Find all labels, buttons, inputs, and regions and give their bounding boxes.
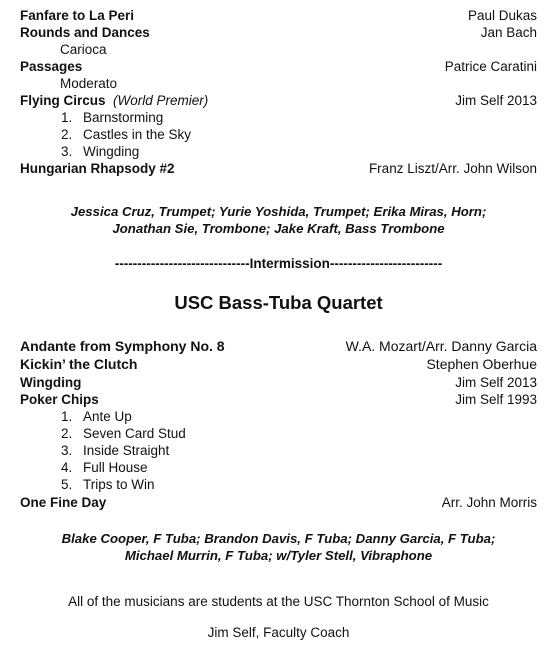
program-entry: [20, 93, 537, 108]
piece-title: [20, 93, 208, 108]
composer: Paul Dukas: [467, 8, 537, 23]
composer: Arr. John Morris: [441, 495, 537, 510]
movement: Moderato: [60, 76, 118, 91]
program-entry: [20, 161, 537, 176]
movement: [61, 409, 132, 424]
movement-number: 2.: [61, 127, 73, 142]
composer: Jan Bach: [480, 25, 537, 40]
movement-label: Seven Card Stud: [83, 426, 186, 441]
performers-line: Michael Murrin, F Tuba; w/Tyler Stell, Vibraphone: [124, 548, 433, 563]
piece-title: One Fine Day: [20, 495, 107, 510]
movement: [61, 477, 155, 492]
composer: Jim Self 1993: [455, 392, 537, 407]
movement: [61, 426, 186, 441]
performers-line: Jessica Cruz, Trumpet; Yurie Yoshida, Trumpet; Erika Miras, Horn;: [70, 204, 487, 219]
piece-title: Passages: [20, 59, 83, 74]
movement-number: 1.: [61, 409, 73, 424]
composer: Jim Self 2013: [455, 375, 537, 390]
performers-line: Jonathan Sie, Trombone; Jake Kraft, Bass Trombone: [112, 221, 445, 236]
program-entry: [20, 392, 537, 407]
movement: [61, 110, 163, 125]
program-entry: [20, 375, 537, 390]
piece-title: Fanfare to La Peri: [20, 8, 135, 23]
footer-note: All of the musicians are students at the USC Thornton School of Music: [68, 594, 489, 609]
movement: Carioca: [60, 42, 107, 57]
intermission-divider: ------------------------------Intermission-------------------------: [114, 256, 443, 271]
movement: [61, 127, 191, 142]
movement-label: Inside Straight: [83, 443, 170, 458]
composer: Stephen Oberhue: [426, 356, 537, 372]
movement-number: 3.: [61, 443, 73, 458]
program-entry: [20, 338, 537, 354]
movement: [61, 460, 148, 475]
movement-label: Barnstorming: [83, 110, 164, 125]
composer: W.A. Mozart/Arr. Danny Garcia: [345, 338, 537, 354]
movement-label: Full House: [83, 460, 148, 475]
movement-label: Trips to Win: [83, 477, 155, 492]
piece-title: Hungarian Rhapsody #2: [20, 161, 175, 176]
piece-title: Kickin’ the Clutch: [20, 356, 138, 372]
movement-number: 5.: [61, 477, 73, 492]
section-heading: USC Bass-Tuba Quartet: [174, 292, 383, 313]
program-entry: [20, 25, 537, 40]
program-entry: [20, 59, 537, 74]
piece-title: Wingding: [20, 375, 82, 390]
piece-title-text: Flying Circus: [20, 93, 106, 108]
movement-number: 1.: [61, 110, 73, 125]
piece-title: Rounds and Dances: [20, 25, 150, 40]
movement: [61, 144, 139, 159]
program-entry: [20, 356, 537, 372]
composer: Jim Self 2013: [455, 93, 537, 108]
movement-number: 2.: [61, 426, 73, 441]
movement-number: 4.: [61, 460, 73, 475]
movement-label: Ante Up: [83, 409, 132, 424]
performers-line: Blake Cooper, F Tuba; Brandon Davis, F Tuba; Danny Garcia, F Tuba;: [61, 531, 496, 546]
program-entry: [20, 495, 537, 510]
faculty-coach: Jim Self, Faculty Coach: [207, 625, 350, 640]
movement-number: 3.: [61, 144, 73, 159]
movement-label: Wingding: [83, 144, 140, 159]
composer: Franz Liszt/Arr. John Wilson: [368, 161, 537, 176]
program-entry: [20, 8, 537, 23]
movement: [61, 443, 169, 458]
composer: Patrice Caratini: [444, 59, 537, 74]
premiere-note: (World Premier): [113, 93, 209, 108]
piece-title: Poker Chips: [20, 392, 99, 407]
movement-label: Castles in the Sky: [83, 127, 192, 142]
piece-title: Andante from Symphony No. 8: [20, 338, 225, 354]
